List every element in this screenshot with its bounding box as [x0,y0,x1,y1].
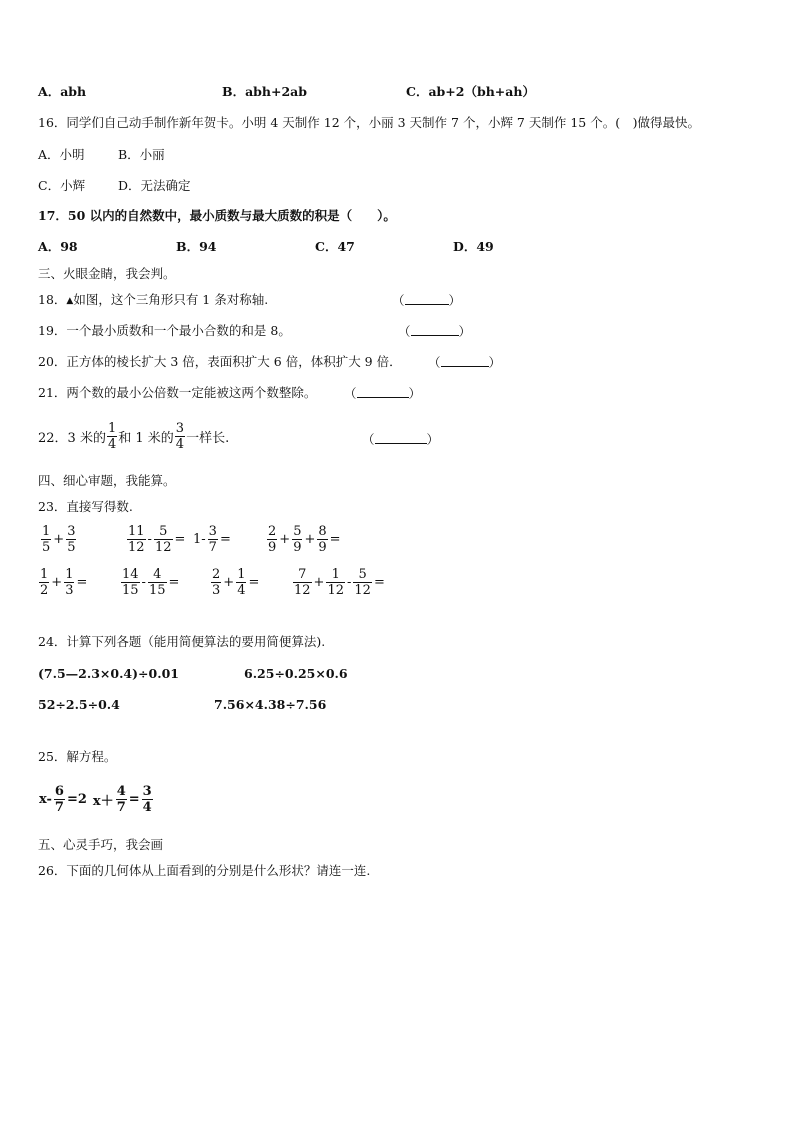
fraction: $\frac{2}{9}$ [268,524,277,555]
q16-option-d: D．无法确定 [118,178,191,193]
fraction: $\frac{8}{9}$ [318,524,327,555]
q24-calc-2: 6.25÷0.25×0.6 [244,666,348,681]
fraction: $\frac{7}{12}$ [294,567,311,598]
q20-text: 20．正方体的棱长扩大 3 倍，表面积扩大 6 倍，体积扩大 9 倍． [38,354,402,369]
section-4-heading: 四、细心审题，我能算。 [38,473,176,488]
q24-title: 24．计算下列各题（能用简便算法的要用简便算法). [38,634,326,649]
q16-option-a: A．小明 [38,147,85,162]
q21-answer-slot[interactable] [344,385,421,402]
fraction: $\frac{1}{5}$ [42,524,51,555]
answer-blank[interactable] [405,292,449,305]
fraction: $\frac{4}{7}$ [116,784,126,815]
q21-text: 21．两个数的最小公倍数一定能被这两个数整除。 [38,385,317,400]
q17-option-b: B．94 [176,239,217,254]
q25-title: 25．解方程。 [38,749,117,764]
q24-calc-1: (7.5—2.3×0.4)÷0.01 [38,666,179,681]
fraction: $\frac{14}{15}$ [122,567,139,598]
q23-expr-2: $\frac{11}{12}$ - $\frac{5}{12}$ = [128,524,186,555]
q16-option-b: B．小丽 [118,147,165,162]
fraction: $\frac{5}{12}$ [354,567,371,598]
fraction: $\frac{3}{4}$ [142,784,152,815]
fraction: $\frac{4}{15}$ [148,567,166,598]
q22-text-3: 一样长. [186,431,230,446]
answer-blank[interactable] [375,431,427,444]
q22-text-1: 22．3 米的 [38,431,106,446]
triangle-icon: ▲ [66,296,74,306]
q23-expr-6: $\frac{14}{15}$ - $\frac{4}{15}$ = [122,567,180,598]
fraction: $\frac{1}{4}$ [237,567,246,598]
fraction: $\frac{1}{2}$ [40,567,49,598]
q17-text: 17．50 以内的自然数中，最小质数与最大质数的积是（ ）。 [38,208,396,223]
q23-expr-5: $\frac{1}{2}$ + $\frac{1}{3}$ = [40,567,88,598]
q18-text: 如图，这个三角形只有 1 条对称轴. [73,292,269,307]
q25-equations: x- $\frac{6}{7}$ =2 x＋ $\frac{4}{7}$ = $\frac{3}{4}$ [39,784,152,815]
q20-answer-slot[interactable] [428,354,501,371]
q15-option-b: B．abh+2ab [222,84,308,99]
q18-answer-slot[interactable] [392,292,461,309]
q18-line [38,292,268,309]
q23-expr-1: $\frac{1}{5}$ + $\frac{3}{5}$ [42,524,76,555]
section-5-heading: 五、心灵手巧，我会画 [38,837,164,852]
q22-text-2: 和 1 米的 [118,431,174,446]
q23-expr-4: $\frac{2}{9}$ + $\frac{5}{9}$ + $\frac{8}{9}$ = [268,524,341,555]
fraction: $\frac{5}{9}$ [293,524,302,555]
q17-option-d: D．49 [453,239,494,254]
q24-calc-4: 7.56×4.38÷7.56 [214,697,327,712]
paren-close: ） [458,324,472,339]
q16-option-c: C．小辉 [38,178,86,193]
fraction: $\frac{1}{12}$ [327,567,344,598]
q15-option-c: C．ab+2（bh+ah） [406,84,535,99]
paren-open: （ [428,355,441,370]
q24-calc-3: 52÷2.5÷0.4 [38,697,120,712]
q23-expr-7: $\frac{2}{3}$ + $\frac{1}{4}$ = [212,567,260,598]
paren-close: ） [426,432,440,447]
q23-expr-3: 1- $\frac{3}{7}$ = [193,524,231,555]
q26-text: 26．下面的几何体从上面看到的分别是什么形状？请连一连. [38,863,371,878]
q19-text: 19．一个最小质数和一个最小合数的和是 8。 [38,323,291,338]
q15-option-a: A．abh [38,84,87,99]
answer-blank[interactable] [441,354,489,367]
q17-option-c: C．47 [315,239,355,254]
answer-blank[interactable] [411,323,459,336]
fraction: $\frac{5}{12}$ [154,524,172,555]
answer-blank[interactable] [357,385,409,398]
paren-open: （ [344,386,357,401]
fraction: $\frac{1}{3}$ [65,567,74,598]
paren-close: ） [408,386,422,401]
q19-answer-slot[interactable] [398,323,471,340]
fraction: $\frac{3}{7}$ [208,524,217,555]
section-3-heading: 三、火眼金睛，我会判。 [38,266,176,281]
paren-close: ） [488,355,502,370]
fraction: $\frac{11}{12}$ [128,524,145,555]
q18-prefix: 18． [38,292,67,307]
paren-open: （ [362,432,375,447]
q17-option-a: A．98 [38,239,78,254]
fraction: $\frac{6}{7}$ [54,784,64,815]
q16-text: 16．同学们自己动手制作新年贺卡。小明 4 天制作 12 个，小丽 3 天制作 7 个，小辉 7 天制作 15 个。( )做得最快。 [38,115,700,130]
paren-open: （ [398,324,411,339]
q22-line [38,421,229,452]
q23-expr-8: $\frac{7}{12}$ + $\frac{1}{12}$ - $\frac{5}{12}$ = [294,567,385,598]
fraction: $\frac{2}{3}$ [212,567,221,598]
fraction: $\frac{3}{5}$ [67,524,76,555]
q23-title: 23．直接写得数. [38,499,133,514]
fraction: $\frac{3}{4}$ [175,421,185,452]
fraction: $\frac{1}{4}$ [107,421,117,452]
paren-open: （ [392,293,405,308]
paren-close: ） [448,293,462,308]
q22-answer-slot[interactable] [362,431,439,448]
